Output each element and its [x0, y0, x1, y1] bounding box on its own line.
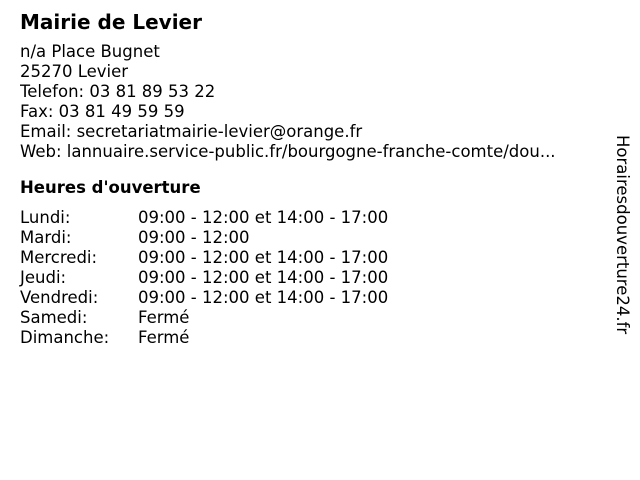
fax-number: Fax: 03 81 49 59 59: [20, 102, 185, 121]
time-value: 09:00 - 12:00: [138, 228, 250, 247]
time-value: 09:00 - 12:00 et 14:00 - 17:00: [138, 208, 389, 227]
address-city: 25270 Levier: [20, 62, 129, 81]
opening-hours-heading: Heures d'ouverture: [20, 178, 201, 197]
time-value: Fermé: [138, 308, 190, 327]
day-label: Lundi:: [20, 208, 71, 227]
day-label: Vendredi:: [20, 288, 99, 307]
hours-row: [20, 288, 600, 308]
day-label: Samedi:: [20, 308, 88, 327]
day-label: Jeudi:: [20, 268, 67, 287]
hours-row: [20, 268, 600, 288]
hours-row: [20, 308, 600, 328]
time-value: Fermé: [138, 328, 190, 347]
day-label: Mercredi:: [20, 248, 98, 267]
hours-row: [20, 248, 600, 268]
phone-number[interactable]: Telefon: 03 81 89 53 22: [20, 82, 216, 101]
business-name: Mairie de Levier: [20, 10, 202, 34]
site-watermark: Horairesdouverture24.fr: [613, 135, 632, 335]
business-card: [20, 10, 600, 348]
day-label: Mardi:: [20, 228, 72, 247]
website-link[interactable]: Web: lannuaire.service-public.fr/bourgogne-franche-comte/dou...: [20, 142, 556, 161]
time-value: 09:00 - 12:00 et 14:00 - 17:00: [138, 288, 389, 307]
hours-row: [20, 208, 600, 228]
time-value: 09:00 - 12:00 et 14:00 - 17:00: [138, 248, 389, 267]
hours-row: [20, 328, 600, 348]
address-street: n/a Place Bugnet: [20, 42, 160, 61]
opening-hours-list: [20, 208, 600, 348]
day-label: Dimanche:: [20, 328, 110, 347]
hours-row: [20, 228, 600, 248]
time-value: 09:00 - 12:00 et 14:00 - 17:00: [138, 268, 389, 287]
email-link[interactable]: Email: secretariatmairie-levier@orange.fr: [20, 122, 363, 141]
